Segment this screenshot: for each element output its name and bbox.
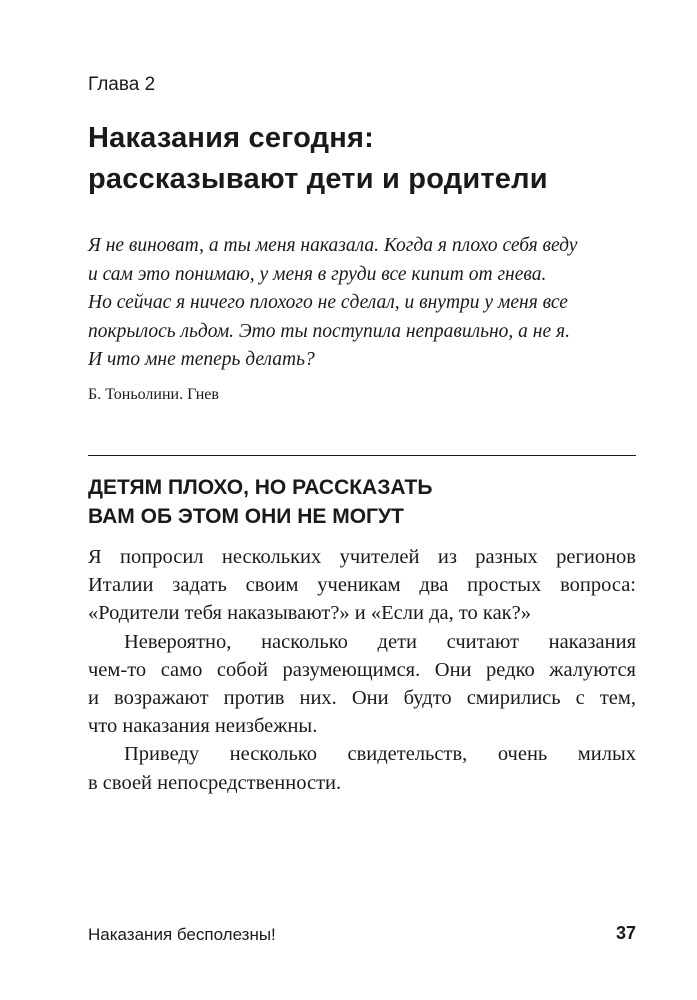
body-line: Невероятно, насколько дети считают наказания — [124, 630, 636, 653]
body-line: Италии задать своим ученикам два простых вопроса: — [88, 574, 636, 597]
body-line: «Родители тебя наказывают?» и «Если да, то как?» — [88, 602, 531, 625]
body-line: Приведу несколько свидетельств, очень милых — [124, 743, 636, 766]
epigraph-line: Я не виноват, а ты меня наказала. Когда я плохо себя веду — [88, 235, 578, 256]
section-heading-line-1: ДЕТЯМ ПЛОХО, НО РАССКАЗАТЬ — [88, 476, 433, 499]
chapter-title-line-1: Наказания сегодня: — [88, 122, 374, 154]
epigraph-line: Но сейчас я ничего плохого не сделал, и внутри у меня все — [88, 292, 568, 314]
epigraph-source: Б. Тоньолини. Гнев — [88, 386, 219, 403]
section-heading-line-2: ВАМ ОБ ЭТОМ ОНИ НЕ МОГУТ — [88, 505, 404, 528]
epigraph-quote — [88, 232, 648, 375]
body-line: чем-то само собой разумеющимся. Они редко жалуются — [88, 658, 636, 681]
footer-book-title: Наказания бесполезны! — [88, 925, 276, 944]
section-divider — [88, 455, 636, 456]
chapter-title — [88, 118, 548, 200]
body-text — [88, 543, 636, 797]
body-line: в своей непосредственности. — [88, 771, 342, 794]
epigraph-line: И что мне теперь делать? — [88, 349, 315, 371]
page-number: 37 — [615, 923, 636, 943]
section-heading — [88, 473, 432, 531]
chapter-title-line-2: рассказывают дети и родители — [88, 163, 548, 195]
body-line: и возражают против них. Они будто смирились с тем, — [88, 687, 636, 710]
chapter-label: Глава 2 — [88, 74, 156, 95]
body-line: Я попросил нескольких учителей из разных регионов — [88, 546, 636, 568]
epigraph-line: покрылось льдом. Это ты поступила неправильно, а не я. — [88, 320, 570, 342]
epigraph-line: и сам это понимаю, у меня в груди все кипит от гнева. — [88, 263, 547, 285]
body-line: что наказания неизбежны. — [88, 715, 318, 738]
